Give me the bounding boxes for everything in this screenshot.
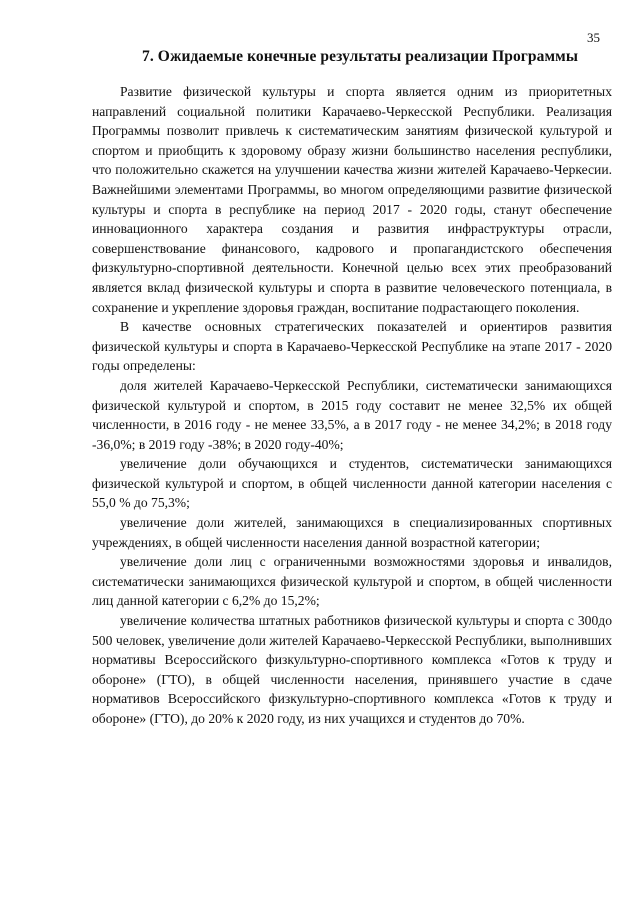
paragraph-intro: Развитие физической культуры и спорта является одним из приоритетных направлений социальной политики Карачаево-Черкесской Республики. Реализация Программы позволит привлечь к систематическим занятиям физической культурой и спортом и приобщить к здоровому образу жизни большинство населения республики, что положительно скажется на улучшении качества жизни жителей Карачаево-Черкесии. Важнейшими элементами Программы, во многом определяющими развитие физической культуры и спорта в республике на период 2017 - 2020 годы, станут обеспечение инновационного характера создания и развития инфраструктуры отрасли, совершенствование финансового, кадрового и пропагандистского обеспечения физкультурно-спортивной деятельности. Конечной целью всех этих преобразований является вклад физической культуры и спорта в развитие человеческого потенциала, в сохранение и укрепление здоровья граждан, воспитание подрастающего поколения. bbox=[92, 84, 612, 315]
list-item: увеличение доли жителей, занимающихся в специализированных спортивных учреждениях, в общей численности населения данной возрастной категории; bbox=[92, 515, 612, 550]
list-item: увеличение количества штатных работников физической культуры и спорта с 300до 500 человек, увеличение доли жителей Карачаево-Черкесской Республики, выполнивших нормативы Всероссийского физкультурно-спортивного комплекса «Готов к труду и обороне» (ГТО), в общей численности населения, принявшего участие в сдаче нормативов Всероссийского физкультурно-спортивного комплекса «Готов к труду и обороне» (ГТО), до 20% к 2020 году, из них учащихся и студентов до 70%. bbox=[92, 613, 612, 726]
page-number: 35 bbox=[587, 30, 600, 45]
list-item: увеличение доли обучающихся и студентов, систематически занимающихся физической культурой и спортом, в общей численности данной категории населения с 55,0 % до 75,3%; bbox=[92, 456, 612, 511]
list-item: увеличение доли лиц с ограниченными возможностями здоровья и инвалидов, систематически занимающихся физической культурой и спортом, в общей численности лиц данной категории с 6,2% до 15,2%; bbox=[92, 554, 612, 609]
list-item: доля жителей Карачаево-Черкесской Республики, систематически занимающихся физической культурой и спортом, в 2015 году составит не менее 32,5% их общей численности, в 2016 году - не менее 33,5%, а в 2017 году - не менее 34,2%; в 2018 году -36,0%; в 2019 году -38%; в 2020 году-40%; bbox=[92, 377, 612, 452]
body-text bbox=[92, 82, 612, 729]
paragraph-indicators: В качестве основных стратегических показателей и ориентиров развития физической культуры и спорта в Карачаево-Черкесской Республике на этапе 2017 - 2020 годы определены: bbox=[92, 319, 612, 374]
section-heading: 7. Ожидаемые конечные результаты реализации Программы bbox=[141, 48, 579, 65]
